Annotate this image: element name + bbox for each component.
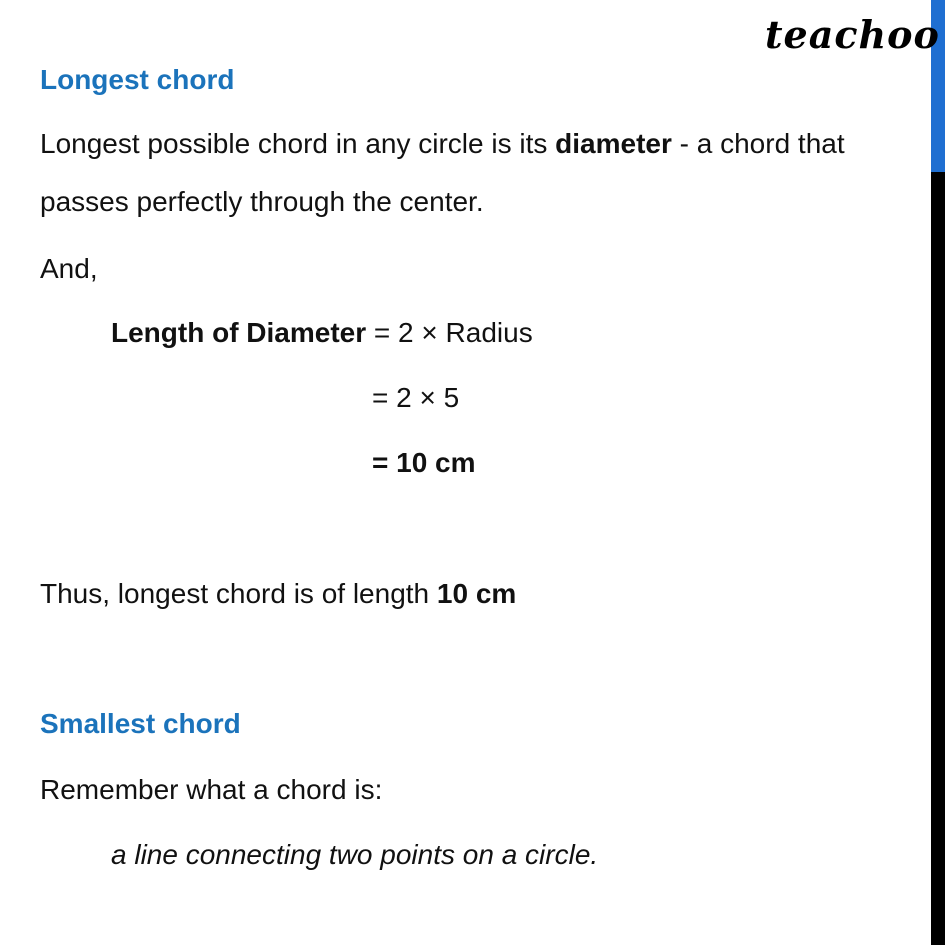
teachoo-logo: teachoo [765,12,940,57]
diameter-term: diameter [555,128,672,159]
chord-definition: a line connecting two points on a circle. [111,839,599,870]
heading-smallest-chord: Smallest chord [40,708,241,739]
formula-label: Length of Diameter [111,317,367,348]
formula-result: = 10 cm [372,447,476,478]
paragraph-line-1-end: - a chord that [671,128,845,159]
and-text: And, [40,253,98,284]
formula-line-2: = 2 × 5 [372,382,460,413]
formula-radius: = 2 × Radius [366,317,533,348]
formula-line-1 [111,316,533,350]
heading-longest-chord: Longest chord [40,64,235,95]
conclusion-line [40,577,516,611]
paragraph-line-1-start: Longest possible chord in any circle is its [40,128,556,159]
paragraph-line-2: passes perfectly through the center. [40,186,484,217]
remember-line: Remember what a chord is: [40,774,383,805]
conclusion-value: 10 cm [436,578,517,609]
conclusion-text: Thus, longest chord is of length [40,578,437,609]
paragraph-line-1 [40,127,845,161]
